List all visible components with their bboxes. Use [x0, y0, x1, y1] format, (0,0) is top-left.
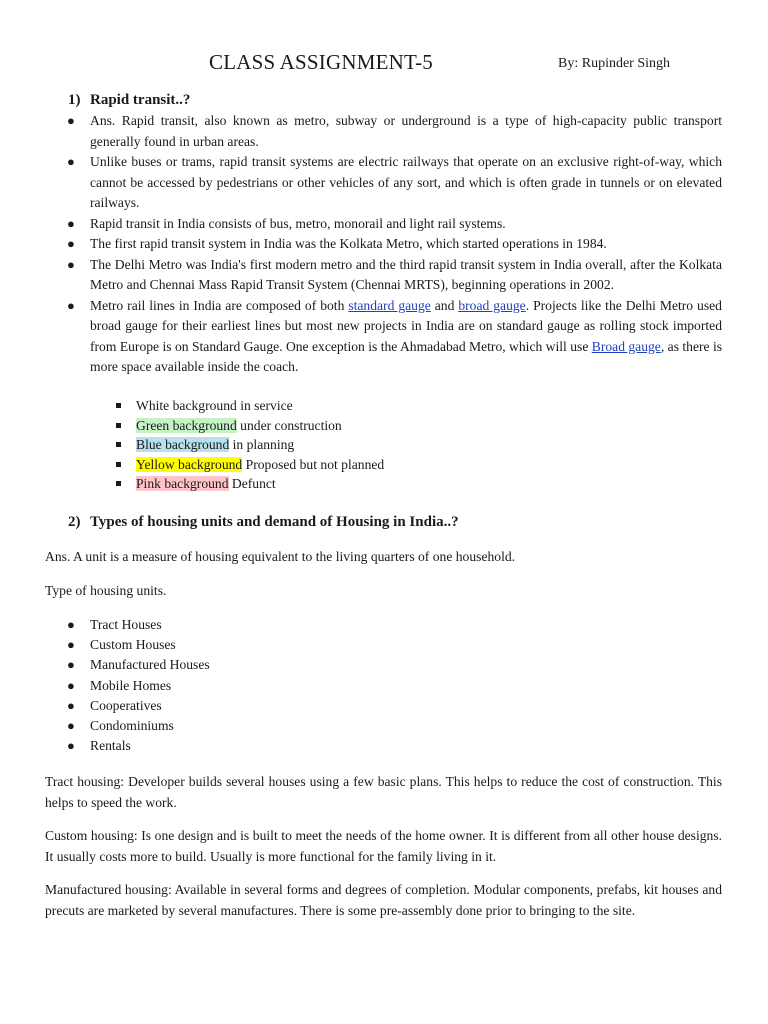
- bullet-icon: ●: [67, 738, 75, 754]
- list-item-text: Custom Houses: [90, 637, 176, 653]
- legend-text: in planning: [229, 437, 295, 453]
- gauge-text-1: Metro rail lines in India are composed of both: [90, 297, 349, 313]
- list-item: [67, 214, 722, 235]
- bullet-icon: ●: [67, 297, 75, 313]
- list-item: [67, 234, 722, 255]
- legend-label: Green background: [136, 417, 237, 433]
- legend-text: under construction: [236, 417, 342, 433]
- list-item-text: Tract Houses: [90, 617, 162, 632]
- broad-gauge-link-2[interactable]: Broad gauge: [591, 338, 661, 354]
- list-item-text: Rentals: [90, 738, 131, 754]
- bullet-icon: ●: [67, 113, 75, 128]
- section-1-heading: [68, 92, 728, 109]
- list-item-text: Ans. Rapid transit, also known as metro, subway or underground is a type of high-capacity public transport generally found in urban areas.: [90, 113, 722, 149]
- list-item: [67, 635, 490, 655]
- legend-text: Proposed but not planned: [242, 456, 385, 472]
- section-1-title: Rapid transit..?: [90, 92, 191, 108]
- bullet-icon: ●: [67, 256, 75, 272]
- square-bullet-icon: [116, 442, 121, 447]
- standard-gauge-link[interactable]: standard gauge: [348, 297, 431, 313]
- list-item-text: Manufactured Houses: [90, 657, 210, 673]
- gauge-text-2: and: [430, 297, 459, 313]
- list-item: [67, 716, 490, 736]
- legend-text: in service: [236, 398, 293, 413]
- list-item-text: Mobile Homes: [90, 677, 172, 693]
- list-item-text: The Delhi Metro was India's first modern metro and the third rapid transit system in India overall, after the Kolkata Metro and Chennai Mass Rapid Transit System (Chennai MRTS), beginning operations in 2002.: [90, 256, 722, 292]
- square-bullet-icon: [116, 462, 121, 467]
- bullet-icon: ●: [67, 154, 75, 169]
- list-item: [67, 696, 490, 716]
- gauge-text-4: , as there is more space available inside the coach.: [90, 338, 723, 374]
- legend-label: Pink background: [136, 476, 229, 492]
- rapid-transit-list: [67, 111, 723, 378]
- legend-text: Defunct: [228, 476, 276, 492]
- manufactured-housing-paragraph: Manufactured housing: Available in several forms and degrees of completion. Modular components, prefabs, kit houses and precuts are marketed by several manufactures. There is some pre-assembly done prior to bringing to the site.: [45, 882, 722, 918]
- bullet-icon: ●: [67, 637, 75, 653]
- answer-paragraph: Ans. A unit is a measure of housing equivalent to the living quarters of one household.: [45, 549, 516, 564]
- legend-label: Blue background: [136, 437, 230, 453]
- legend-label: White background: [136, 398, 237, 413]
- list-item: [67, 655, 490, 675]
- section-2-heading: [68, 514, 728, 531]
- section-2-number: 2): [68, 514, 81, 530]
- list-item: [67, 152, 722, 214]
- square-bullet-icon: [116, 423, 121, 428]
- legend-item: [136, 455, 696, 475]
- bullet-icon: ●: [67, 236, 75, 251]
- square-bullet-icon: [116, 481, 121, 486]
- bullet-icon: ●: [67, 617, 75, 632]
- section-1-number: 1): [68, 92, 81, 108]
- bullet-icon: ●: [67, 657, 75, 673]
- section-2-title: Types of housing units and demand of Housing in India..?: [90, 514, 459, 530]
- bullet-icon: ●: [67, 697, 75, 713]
- bullet-icon: ●: [67, 215, 75, 231]
- legend-label: Yellow background: [136, 456, 243, 472]
- legend-list: [136, 396, 696, 494]
- document-title: CLASS ASSIGNMENT-5: [209, 50, 433, 74]
- list-item: [67, 296, 723, 378]
- gauge-text-3: . Projects like the Delhi Metro used broad gauge for their earliest lines but most new projects in India are on standard gauge as rolling stock imported from Europe is on Standard Gauge. One exception is the Ahmadabad Metro, which will use: [90, 297, 722, 354]
- tract-housing-paragraph: Tract housing: Developer builds several houses using a few basic plans. This helps to reduce the cost of construction. This helps to speed the work.: [45, 774, 722, 810]
- list-item-text: Cooperatives: [90, 697, 162, 713]
- legend-item: [136, 474, 696, 494]
- custom-housing-paragraph: Custom housing: Is one design and is built to meet the needs of the home owner. It is different from all other house designs. It usually costs more to build. Usually is more functional for the family living in it.: [45, 828, 722, 864]
- legend-item: [136, 416, 696, 436]
- author-line: By: Rupinder Singh: [558, 56, 671, 71]
- broad-gauge-link[interactable]: broad gauge: [458, 297, 526, 313]
- list-item: [67, 736, 490, 756]
- list-item-text: The first rapid transit system in India was the Kolkata Metro, which started operations in 1984.: [90, 236, 607, 251]
- list-item: [67, 255, 722, 296]
- housing-types-list: [67, 615, 490, 756]
- bullet-icon: ●: [67, 718, 75, 734]
- list-item-text: Condominiums: [90, 718, 174, 734]
- list-item: [67, 676, 490, 696]
- list-item-text: Rapid transit in India consists of bus, metro, monorail and light rail systems.: [90, 215, 506, 231]
- list-item: [67, 615, 490, 635]
- legend-item: [136, 435, 696, 455]
- bullet-icon: ●: [67, 677, 75, 693]
- title-row: [0, 50, 768, 78]
- legend-item: [136, 396, 696, 416]
- types-intro: Type of housing units.: [45, 583, 167, 598]
- list-item: [67, 111, 722, 152]
- square-bullet-icon: [116, 403, 121, 408]
- list-item-text: Unlike buses or trams, rapid transit systems are electric railways that operate on an exclusive right-of-way, which cannot be accessed by pedestrians or other vehicles of any sort, and which is often grade in tunnels or on elevated railways.: [90, 154, 722, 210]
